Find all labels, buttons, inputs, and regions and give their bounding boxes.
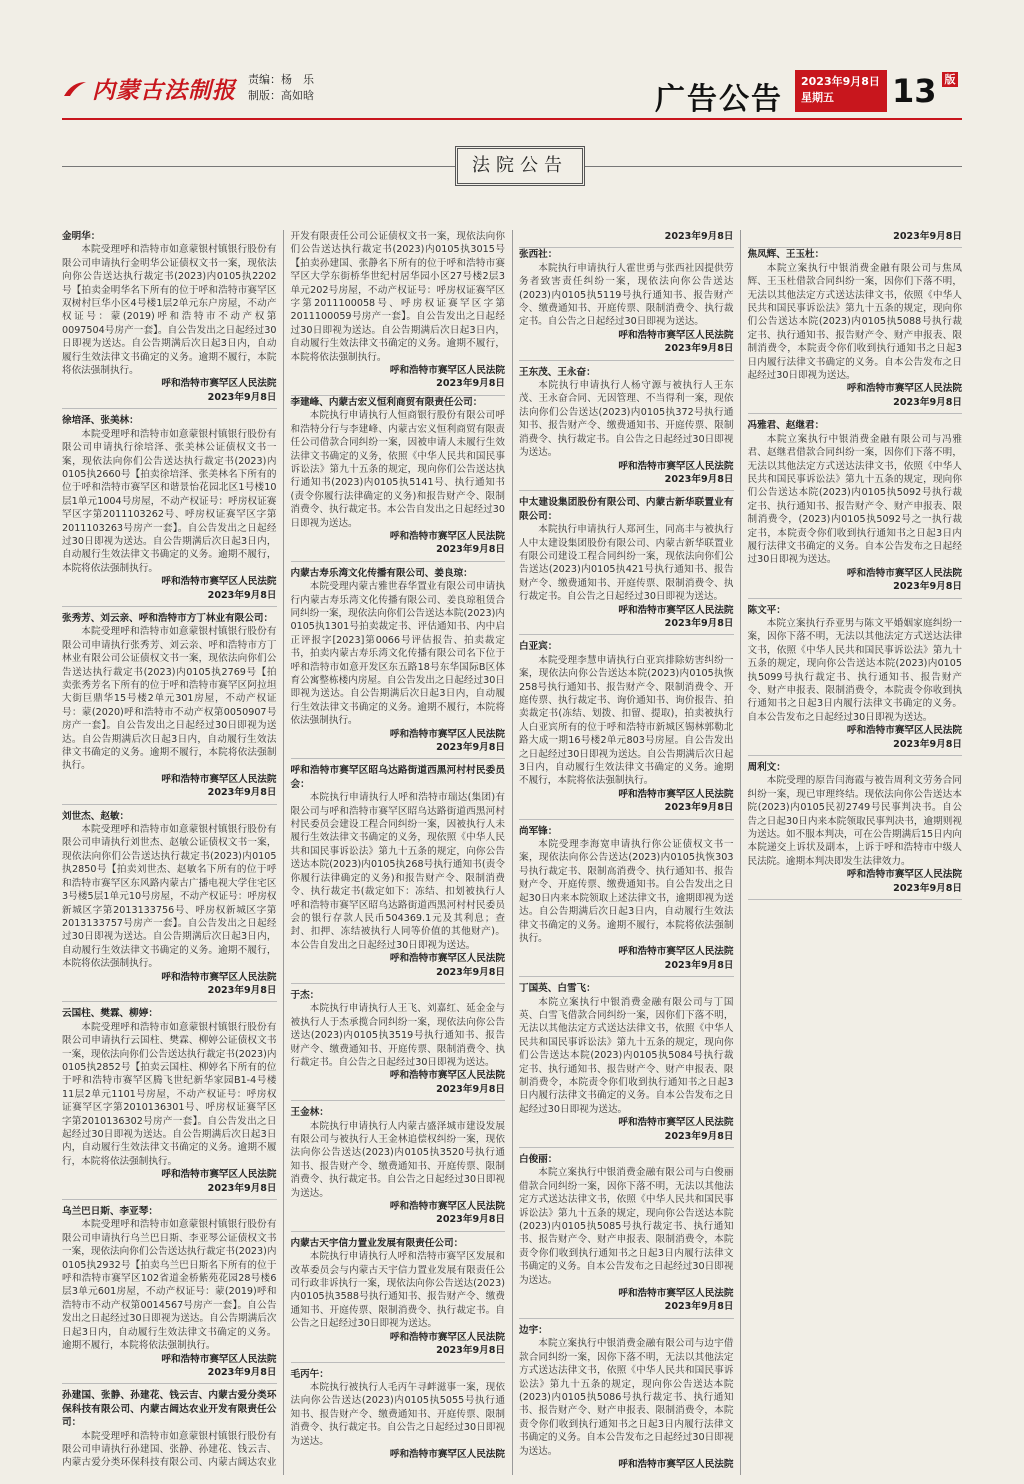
notice-date: 2023年9月8日: [748, 738, 963, 756]
logo-text: 内蒙古法制报: [92, 77, 236, 104]
notice-court: 呼和浩特市赛罕区人民法院: [389, 953, 505, 965]
notice-body: 本院受理李慧申请执行白亚宾排除妨害纠纷一案，现依法向你公告送达本院(2023)内0105执恢258号执行通知书、报告财产令、限制消费令、开庭传票、执行裁定书、询价通知书、询价报告、拍卖裁定书(冻结、划拨、扣留、提取)，拍卖被执行人白亚宾所有的位于呼和浩特市新城区锡林郭勒北路大成一期16号楼2单元803号房屋。自公告发出之日起经过30日即视为送达。自公告期满后次日起3日内，自动履行生效法律文书确定的义务。逾期不履行，本院将依法强制执行。: [519, 654, 734, 787]
notice-date: 2023年9月8日: [291, 1344, 506, 1362]
notice-body: 本院执行申请执行人呼和浩特市瑞达(集团)有限公司与呼和浩特市赛罕区昭乌达路街道西黑河村村民委员会建设工程合同纠纷一案，因被执行人未履行生效法律文书确定的义务，现依照《中华人民共和国民事诉讼法》第九十五条的规定，向你公告送达本院(2023)内0105执268号执行通知书(责令你履行法律确定的义务)和报告财产令、限制消费令、执行裁定书(裁定如下：冻结、扣划被执行人呼和浩特市赛罕区昭乌达路街道西黑河村村民委员会的银行存款人民币504369.1元及其利息；查封、扣押、冻结被执行人同等价值的其他财产)。本公告自发出之日起经过30日即视为送达。: [290, 792, 505, 951]
court-notice: [291, 1237, 506, 1363]
notice-court: 呼和浩特市赛罕区人民法院: [161, 576, 277, 588]
court-notice: [748, 419, 963, 598]
issue-date-box: [795, 70, 887, 112]
notice-date: 2023年9月8日: [519, 801, 734, 819]
editor-credits: [248, 72, 314, 104]
court-notice: [62, 1205, 277, 1384]
notice-court: 呼和浩特市赛罕区人民法院: [389, 1201, 505, 1213]
notice-date: 2023年9月8日: [519, 230, 734, 248]
notice-date: 2023年9月8日: [748, 580, 963, 598]
notice-date: 2023年9月8日: [291, 741, 506, 759]
notice-court: 呼和浩特市赛罕区人民法院: [618, 788, 734, 800]
notice-date: 2023年9月8日: [62, 589, 277, 607]
section-banner: 法院公告: [455, 146, 585, 186]
notice-date: 2023年9月8日: [519, 473, 734, 491]
notice-date: 2023年9月8日: [62, 1366, 277, 1384]
notice-date: 2023年9月8日: [519, 1300, 734, 1318]
court-notice: [748, 248, 963, 414]
notice-date: 2023年9月8日: [748, 230, 963, 248]
notice-body: 本院受理呼和浩特市如意蒙银村镇银行股份有限公司申请执行徐培泽、张美林公证债权文书一案，现依法向你们公告送达执行裁定书(2023)内0105执2660号【拍卖徐培泽、张美林名下所有的位于呼和浩特市赛罕区和谐景怡花园北区1号楼10层1单元1004号房屋，不动产权证号：呼房权证赛罕区字第2011103262号、呼房权证赛罕区字第2011103263号房产一套】。自公告发出之日起经过30日即视为送达。自公告期满后次日起3日内，自动履行生效法律文书确定的义务。逾期不履行，本院将依法强制执行。: [62, 428, 277, 574]
notice-court: 呼和浩特市赛罕区人民法院: [618, 946, 734, 958]
court-notice: [291, 396, 506, 562]
notice-court: 呼和浩特市赛罕区人民法院: [846, 725, 962, 737]
notice-court: 呼和浩特市赛罕区人民法院: [389, 365, 505, 377]
notice-title: 刘世杰、赵敏：: [62, 810, 130, 822]
notice-body: 本院受理呼和浩特市如意蒙银村镇银行股份有限公司申请执行金明华公证债权文书一案，现依法向你公告送达执行裁定书(2023)内0105执2202号【拍卖金明华名下所有的位于呼和浩特市赛罕区双树村巨华小区4号楼1层2单元东户房屋，不动产权证号：蒙(2019)呼和浩特市不动产权第0097504号房产一套】。自公告发出之日起经过30日即视为送达。自公告期满后次日起3日内，自动履行生效法律文书确定的义务。逾期不履行，本院将依法强制执行。: [62, 244, 277, 377]
notice-title: 内蒙古天宇信力置业发展有限责任公司：: [290, 1237, 464, 1249]
notice-body: 本院立案执行中银消费金融有限公司与冯雅君、赵继君借款合同纠纷一案，因你们下落不明，无法以其他法定方式送达法律文书，依照《中华人民共和国民事诉讼法》第九十五条的规定，现向你们公告送达本院(2023)内0105执5092号执行裁定书、执行通知书、报告财产令、财产申报表、限制消费令，(2023)内0105执5092号之一执行裁定书，本院责令你们收到执行通知书之日起3日内履行法律文书确定的义务。自本公告发布之日起经过30日即视为送达。: [747, 433, 962, 566]
notice-date: 2023年9月8日: [291, 1083, 506, 1101]
notice-court: 呼和浩特市赛罕区人民法院: [161, 1169, 277, 1181]
notice-court: 呼和浩特市赛罕区人民法院: [618, 604, 734, 616]
notice-title: 乌兰巴日斯、李亚琴：: [62, 1206, 158, 1218]
notice-date: 2023年9月8日: [519, 1130, 734, 1148]
notice-title: 白亚宾：: [519, 641, 558, 653]
notice-court: 呼和浩特市赛罕区人民法院: [846, 567, 962, 579]
notice-court: 呼和浩特市赛罕区人民法院: [389, 1331, 505, 1343]
notice-body: 本院受理李海宽申请执行你公证债权文书一案，现依法向你公告送达(2023)内0105执恢303号执行裁定书、限制高消费令、执行通知书、报告财产令、开庭传票、缴费通知书。自公告发出之日起30日内来本院领取上述法律文书，逾期即视为送达。自公告期满后次日起3日内，自动履行生效法律文书确定的义务。逾期不履行，本院将依法强制执行。: [519, 839, 734, 944]
notice-court: 呼和浩特市赛罕区人民法院: [846, 383, 962, 395]
section-title: 广告公告: [655, 82, 783, 117]
notice-date: 2023年9月8日: [519, 617, 734, 635]
notice-title: 周利文：: [747, 762, 786, 774]
court-notice: [519, 1153, 734, 1319]
notice-body: 本院立案执行中银消费金融有限公司与白俊丽借款合同纠纷一案，因你下落不明，无法以其他法定方式送达法律文书，依照《中华人民共和国民事诉讼法》第九十五条的规定，现向你公告送达本院(2023)内0105执5085号执行裁定书、执行通知书、报告财产令、财产申报表、限制消费令，本院责令你们收到执行通知书之日起3日内履行法律文书确定的义务。自本公告发布之日起经过30日即视为送达。: [519, 1167, 734, 1286]
court-notice: [519, 640, 734, 819]
notice-body: 本院受理呼和浩特市如意蒙银村镇银行股份有限公司申请执行张秀芳、刘云亲、呼和浩特市方丁林业有限公司公证债权文书一案，现依法向你们公告送达执行裁定书(2023)内0105执2769号【拍卖张秀芳名下所有的位于呼和浩特市赛罕区阿拉坦大街巨鼎华15号楼2单元301房屋，不动产权证号：蒙(2020)呼和浩特市不动产权第0050907号房产一套】。自公告发出之日起经过30日即视为送达。自公告期满后次日起3日内，自动履行生效法律文书确定的义务。逾期不履行，本院将依法强制执行。: [62, 626, 277, 772]
notice-body: 本院受理呼和浩特市如意蒙银村镇银行股份有限公司申请执行孙建国、张静、孙建花、钱云吉、内蒙古爱分类环保科技有限公司、内蒙古阔达农业开发有限责任公司公证债权文书一案，现依法向你们公告送达执行裁定书(2023)内0105执3015号【拍卖孙建国、张静名下所有的位于呼和浩特市赛罕区大学东街桥华世纪村居华园小区27号楼2层3单元202号房屋，不动产权证号：呼房权证赛罕区字第2011100058号、呼房权证赛罕区字第2011100059号房产一套】。自公告发出之日起经过30日即视为送达。自公告期满后次日起3日内，自动履行生效法律文书确定的义务。逾期不履行，本院将依法强制执行。: [62, 231, 505, 1469]
notice-court: 呼和浩特市赛罕区人民法院: [618, 1458, 734, 1470]
issue-date: 2023年9月8日: [801, 75, 880, 88]
court-notice: [62, 230, 277, 409]
notice-date: 2023年9月8日: [748, 882, 963, 900]
notice-body: 本院立案执行中银消费金融有限公司与边宇借款合同纠纷一案，因你下落不明，无法以其他法定方式送达法律文书，依照《中华人民共和国民事诉讼法》第九十五条的规定，现向你公告送达本院(2023)内0105执5086号执行裁定书、执行通知书、报告财产令、财产申报表、限制消费令，本院责令你们收到执行通知书之日起3日内履行法律文书确定的义务。自本公告发布之日起经过30日即视为送达。: [519, 1338, 734, 1457]
notice-title: 内蒙古寿乐湾文化传播有限公司、姜良琼：: [290, 567, 473, 579]
court-notice: [748, 604, 963, 756]
notice-body: 本院执行申请执行人霍世勇与张西社因提供劳务者致害责任纠纷一案，现依法向你公告送达(2023)内0105执5119号执行通知书、报告财产令、缴费通知书、开庭传票、限制消费令、执行裁定书。自公告之日起经过30日即视为送达。: [519, 262, 734, 328]
court-notice: [519, 982, 734, 1148]
notice-body: 本院执行申请执行人王飞、刘嘉红、延金金与被执行人于杰承揽合同纠纷一案，现依法向你公告送达(2023)内0105执3519号执行通知书、报告财产令、缴费通知书、开庭传票、限制消费令、执行裁定书。自公告之日起经过30日即视为送达。: [290, 1003, 505, 1068]
court-notice: [291, 1106, 506, 1232]
notice-body: 本院执行申请执行人杨守源与被执行人王东茂、王永奋合同、无因管理、不当得利一案，现依法向你们公告送达(2023)内0105执372号执行通知书、报告财产令、缴费通知书、开庭传票、限制消费令、执行裁定书。自公告之日起经过30日即视为送达。: [519, 380, 734, 459]
notice-title: 尚军锋：: [519, 825, 558, 837]
court-notice: [291, 567, 506, 760]
notice-title: 边宇：: [519, 1324, 548, 1336]
notice-columns: [62, 230, 962, 1475]
notice-date: 2023年9月8日: [291, 377, 506, 395]
notice-date: 2023年9月8日: [62, 1182, 277, 1200]
notice-date: 2023年9月8日: [748, 396, 963, 414]
notice-body: 本院执行申请执行人恒商银行股份有限公司呼和浩特分行与李建峰、内蒙古宏义恒利商贸有限责任公司借款合同纠纷一案，因被申请人未履行生效法律文书确定的义务，依照《中华人民共和国民事诉讼法》第九十五条的规定，现向你们公告送达执行通知书(2023)内0105执5141号、执行通知书(责令你履行法律确定的义务)和报告财产令、限制消费令、执行裁定书。本公告自发出之日起经过30日即视为送达。: [290, 410, 505, 529]
notice-body: 本院立案执行中银消费金融有限公司与焦凤辉、王玉杜借款合同纠纷一案，因你们下落不明，无法以其他法定方式送达法律文书，依照《中华人民共和国民事诉讼法》第九十五条的规定，现向你们公告送达本院(2023)内0105执5088号执行裁定书、执行通知书、报告财产令、财产申报表、限制消费令，本院责令你们收到执行通知书之日起3日内履行法律文书确定的义务。自本公告发布之日起经过30日即视为送达。: [747, 262, 962, 382]
notice-court: 呼和浩特市赛罕区人民法院: [161, 773, 277, 785]
notice-title: 呼和浩特市赛罕区昭乌达路街道西黑河村村民委员会：: [290, 765, 505, 790]
court-notice: [62, 1007, 277, 1200]
notice-title: 冯雅君、赵继君：: [747, 420, 825, 432]
notice-date: 2023年9月8日: [62, 391, 277, 409]
court-notice: [291, 989, 506, 1101]
notice-court: 呼和浩特市赛罕区人民法院: [389, 1070, 505, 1082]
notice-title: 张西社：: [519, 249, 558, 261]
notice-body: 本院执行申请执行人呼和浩特市赛罕区发展和改革委员会与内蒙古天宇信力置业发展有限责任公司行政非诉执行一案，现依法向你公告送达(2023)内0105执3588号执行通知书、报告财产令、缴费通知书、开庭传票、限制消费令、执行裁定书。自公告之日起经过30日即视为送达。: [290, 1251, 505, 1330]
notice-title: 丁国英、白雪飞：: [519, 983, 596, 995]
notice-court: 呼和浩特市赛罕区人民法院: [389, 728, 505, 740]
notice-body: 本院执行申请执行人郑河生，同高丰与被执行人中太建设集团股份有限公司、内蒙古新华联置业有限公司建设工程合同纠纷一案，现依法向你们公告送达(2023)内0105执421号执行通知书、报告财产令、缴费通知书、开庭传票、限制消费令、执行裁定书。自公告之日起经过30日即视为送达。: [519, 524, 734, 603]
notice-body: 本院受理呼和浩特市如意蒙银村镇银行股份有限公司申请执行乌兰巴日斯、李亚琴公证债权文书一案，现依法向你们公告送达执行裁定书(2023)内0105执2932号【拍卖乌兰巴日斯名下所有的位于呼和浩特市赛罕区102省道金桥紫苑花园28号楼6层3单元601房屋，不动产权证号：蒙(2019)呼和浩特市不动产权第0014567号房产一套】。自公告发出之日起经过30日即视为送达。自公告期满后次日起3日内，自动履行生效法律文书确定的义务。逾期不履行，本院将依法强制执行。: [62, 1219, 277, 1352]
notice-body: 本院受理呼和浩特市如意蒙银村镇银行股份有限公司申请执行刘世杰、赵敏公证债权文书一案，现依法向你们公告送达执行裁定书(2023)内0105执2850号【拍卖刘世杰、赵敏名下所有的位于呼和浩特市赛罕区东风路内蒙古广播电视大学住宅区3号楼5层1单元10号房屋，不动产权证号：呼房权新城区字第2013133756号、呼房权新城区字第2013133757号房产一套】。自公告发出之日起经过30日即视为送达。自公告期满后次日起3日内，自动履行生效法律文书确定的义务。逾期不履行，本院将依法强制执行。: [62, 824, 277, 970]
notice-date: 2023年9月8日: [62, 786, 277, 804]
notice-title: 陈文平：: [747, 604, 786, 616]
notice-title: 王金林：: [290, 1107, 329, 1119]
notice-date: 2023年9月8日: [519, 959, 734, 977]
notice-body: 本院执行被执行人毛丙午寻衅滋事一案，现依法向你公告送达(2023)内0105执5055号执行通知书、报告财产令、缴费通知书、开庭传票、限制消费令、执行裁定书。自公告之日起经过30日即视为送达。: [290, 1381, 505, 1447]
notice-body: 本院立案执行乔亚男与陈文平婚姻家庭纠纷一案，因你下落不明，无法以其他法定方式送达法律文书，依照《中华人民共和国民事诉讼法》第九十五条的规定，现向你公告送达本院(2023)内0105执5099号执行裁定书、执行通知书、报告财产令、财产申报表、限制消费令，本院责令你收到执行通知书之日起3日内履行法律文书确定的义务。自本公告发布之日起经过30日即视为送达。: [747, 617, 962, 723]
court-notice: [519, 825, 734, 977]
notice-court: 呼和浩特市赛罕区人民法院: [846, 869, 962, 881]
notice-court: 呼和浩特市赛罕区人民法院: [389, 1448, 505, 1460]
notice-title: 李建峰、内蒙古宏义恒利商贸有限责任公司：: [290, 396, 483, 408]
notice-date: 2023年9月8日: [291, 543, 506, 561]
notice-body: 本院受理内蒙古雅世春华置业有限公司申请执行内蒙古寿乐湾文化传播有限公司、姜良琼租赁合同纠纷一案，现依法向你们公告送达本院(2023)内0105执1301号拍卖裁定书、评估通知书、内中启正评报字[2023]第0066号评估报告、拍卖裁定书，拍卖内蒙古寿乐湾文化传播有限公司名下位于呼和浩特市如意开发区东五路18号东华国际B区体育公寓整栋楼内房屋。自公告发出之日起经过30日即视为送达。自公告期满后次日起3日内，自动履行生效法律文书确定的义务。逾期不履行，本院将依法强制执行。: [290, 581, 505, 727]
page-number-box: [892, 70, 956, 112]
producer-line: 制版：高如晗: [248, 89, 314, 102]
notice-title: 于杰：: [290, 989, 320, 1001]
notice-court: 呼和浩特市赛罕区人民法院: [618, 329, 734, 341]
notice-title: 中太建设集团股份有限公司、内蒙古新华联置业有限公司：: [519, 497, 734, 522]
notice-court: 呼和浩特市赛罕区人民法院: [618, 1117, 734, 1129]
court-notice: [519, 248, 734, 360]
notice-title: 毛丙午：: [290, 1368, 329, 1380]
notice-date: 2023年9月8日: [291, 1213, 506, 1231]
notice-court: 呼和浩特市赛罕区人民法院: [161, 378, 277, 390]
notice-date: 2023年9月8日: [291, 966, 506, 984]
notice-body: 本院受理呼和浩特市如意蒙银村镇银行股份有限公司申请执行云国柱、樊霖、柳婷公证债权文书一案，现依法向你们公告送达执行裁定书(2023)内0105执2852号【拍卖云国柱、柳婷名下所有的位于呼和浩特市赛罕区腾飞世纪新华家园B1-4号楼11层2单元1101号房屋，不动产权证号：呼房权证赛罕区字第2010136301号、呼房权证赛罕区字第2010136302号房产一套】。自公告发出之日起经过30日即视为送达。自公告期满后次日起3日内，自动履行生效法律文书确定的义务。逾期不履行，本院将依法强制执行。: [62, 1021, 277, 1167]
notice-title: 王东茂、王永奋：: [519, 366, 596, 378]
logo-swoosh-icon: [62, 77, 88, 104]
notice-title: 焦凤辉、王玉杜：: [747, 249, 825, 261]
notice-date: 2023年9月8日: [62, 984, 277, 1002]
notice-body: 本院执行申请执行人内蒙古盛泽城市建设发展有限公司与被执行人王金林追偿权纠纷一案，现依法向你公告送达(2023)内0105执3520号执行通知书、报告财产令、缴费通知书、开庭传票、限制消费令、执行裁定书。自公告之日起经过30日即视为送达。: [290, 1120, 505, 1199]
notice-title: 张秀芳、刘云亲、呼和浩特市方丁林业有限公司：: [62, 612, 274, 624]
notice-court: 呼和浩特市赛罕区人民法院: [618, 1288, 734, 1300]
notice-title: 徐培泽、张美林：: [62, 415, 139, 427]
court-notice: [62, 612, 277, 805]
court-notice: [62, 414, 277, 607]
notice-title: 白俊丽：: [519, 1154, 558, 1165]
notice-court: 呼和浩特市赛罕区人民法院: [161, 971, 277, 983]
notice-title: 孙建国、张静、孙建花、钱云吉、内蒙古爱分类环保科技有限公司、内蒙古阔达农业开发有限责任公司：: [62, 1390, 277, 1429]
page-number: 13: [892, 72, 937, 110]
notice-court: 呼和浩特市赛罕区人民法院: [618, 460, 734, 472]
notice-court: 呼和浩特市赛罕区人民法院: [161, 1353, 277, 1365]
newspaper-logo: [62, 72, 236, 105]
notice-date: 2023年9月8日: [519, 342, 734, 360]
court-notice: [519, 496, 734, 635]
notice-title: 金明华：: [62, 231, 101, 242]
header-divider: [62, 118, 962, 120]
notice-title: 云国柱、樊霖、柳婷：: [62, 1008, 158, 1020]
court-notice: [62, 810, 277, 1003]
court-notice: [748, 761, 963, 900]
notice-body: 本院立案执行中银消费金融有限公司与丁国英、白雪飞借款合同纠纷一案，因你们下落不明，无法以其他法定方式送达法律文书，依照《中华人民共和国民事诉讼法》第九十五条的规定，现向你们公告送达本院(2023)内0105执5084号执行裁定书、执行通知书、报告财产令、财产申报表、限制消费令，本院责令你们收到执行通知书之日起3日内履行法律文书确定的义务。自本公告发布之日起经过30日即视为送达。: [519, 996, 734, 1115]
notice-court: 呼和浩特市赛罕区人民法院: [389, 530, 505, 542]
notice-body: 本院受理的原告闫海霞与被告周利文劳务合同纠纷一案，现已审理终结。现依法向你公告送达本院(2023)内0105民初2749号民事判决书。自公告之日起30日内来本院领取民事判决书，逾期则视为送达。如不服本判决，可在公告期满后15日内向本院递交上诉状及副本，上诉于呼和浩特市中级人民法院。逾期本判决即发生法律效力。: [747, 775, 962, 867]
editor-line: 责编：杨 乐: [248, 73, 314, 86]
court-notice: [291, 764, 506, 984]
court-notice: [519, 366, 734, 492]
issue-weekday: 星期五: [801, 91, 834, 104]
page-unit: 版: [942, 72, 958, 87]
